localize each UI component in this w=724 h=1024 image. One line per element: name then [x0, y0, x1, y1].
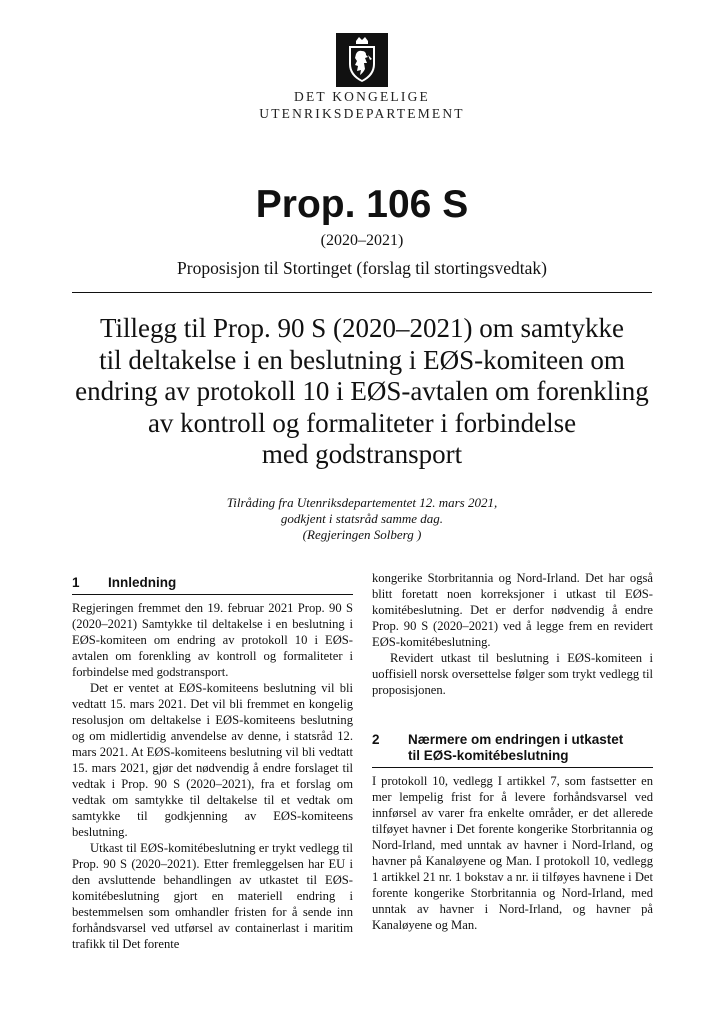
- paragraph: kongerike Storbritannia og Nord-Irland. Det har også blitt foretatt noen korreksjoner i utkast til EØS-komitébeslutning. Det er derfor nødvendig å endre Prop. 90 S (2020–2021) ved å legge frem en revidert EØS-komitébeslutning.: [372, 571, 653, 649]
- paragraph: I protokoll 10, vedlegg I artikkel 7, som fastsetter en mer lempelig frist for å levere forhåndsvarsel ved innførsel av varer fra enkelte områder, er det allerede tilføyet havner i Det forente kongerike Storbritannia og Nord-Irland, med unntak av havner i Nord-Irland, og havner på Kanaløyene og Man. I protokoll 10, vedlegg 1 artikkel 21 nr. 1 bokstav a nr. ii tilføyes havnene i Det forente kongerike Storbritannia og Nord-Irland, med unntak av havner i Nord-Irland, og havner på Kanaløyene og Man.: [372, 774, 653, 932]
- title-divider: [72, 292, 652, 293]
- section-title-line: til EØS-komitébeslutning: [408, 748, 569, 763]
- section-title: [408, 732, 653, 764]
- proposition-subtitle: Proposisjon til Stortinget (forslag til stortingsvedtak): [177, 258, 547, 278]
- section-title: Innledning: [108, 575, 177, 590]
- section-title-line: Nærmere om endringen i utkastet: [408, 732, 624, 747]
- main-title-line: Tillegg til Prop. 90 S (2020–2021) om samtykke: [99, 313, 625, 343]
- paragraph: Det er ventet at EØS-komiteens beslutning vil bli vedtatt 15. mars 2021. Det vil bli fremmet en kongelig resolusjon om deltakelse i EØS-komiteens beslutning og om midlertidig anvendelse av denne, i statsråd 12. mars 2021. At EØS-komiteens beslutning vil bli vedtatt 15. mars 2021, gjør det nødvendig å endre forslaget til vedtak i Prop. 90 S (2020–2021), fra et forslag om vedtak om samtykke til deltakelse til et vedtak om samtykke til godkjenning av EØS-komiteens beslutning.: [72, 681, 353, 839]
- paragraph: Utkast til EØS-komitébeslutning er trykt vedlegg til Prop. 90 S (2020–2021). Etter fremleggelsen har EU i den avsluttende behandlingen av utkastet til EØS-komitébeslutning gjort en materiell endring i bestemmelsen som omhandler fristen for å sende inn forhåndsvarsel ved utførsel av containerlast i maritim trafikk til Det forente: [72, 841, 353, 951]
- norwegian-lion-coat-of-arms-icon: [336, 33, 388, 87]
- section-number: 2: [372, 732, 380, 747]
- main-title-line: endring av protokoll 10 i EØS-avtalen om forenkling: [75, 376, 649, 406]
- section-rule: [372, 767, 653, 768]
- session-year: (2020–2021): [320, 232, 404, 249]
- approval-line: Tilråding fra Utenriksdepartementet 12. mars 2021,: [226, 495, 498, 510]
- left-column: [72, 575, 353, 952]
- section-rule: [72, 594, 353, 595]
- paragraph: Regjeringen fremmet den 19. februar 2021 Prop. 90 S (2020–2021) Samtykke til deltakelse i en beslutning i EØS-komiteen om endring av protokoll 10 i EØS-avtalen om forenkling av kontroll og formaliteter i forbindelse med godstransport.: [72, 601, 353, 679]
- section-number: 1: [72, 575, 80, 590]
- approval-line: godkjent i statsråd samme dag.: [280, 511, 444, 526]
- section-heading-1: [72, 575, 353, 591]
- main-title-line: med godstransport: [261, 439, 463, 469]
- main-title-line: av kontroll og formaliteter i forbindelse: [147, 407, 577, 438]
- ministry-name-line2: UTENRIKSDEPARTEMENT: [259, 106, 465, 121]
- section-heading-2: [372, 732, 653, 764]
- ministry-name-line1: DET KONGELIGE: [294, 89, 430, 104]
- approval-line: (Regjeringen Solberg ): [302, 527, 422, 542]
- approval-note: [0, 495, 724, 543]
- right-column: [372, 570, 653, 933]
- proposition-number: Prop. 106 S: [255, 183, 469, 226]
- main-title-line: til deltakelse i en beslutning i EØS-komiteen om: [99, 344, 625, 375]
- main-title: [60, 313, 664, 471]
- paragraph: Revidert utkast til beslutning i EØS-komiteen i uoffisiell norsk oversettelse følger som trykt vedlegg til proposisjonen.: [372, 651, 653, 697]
